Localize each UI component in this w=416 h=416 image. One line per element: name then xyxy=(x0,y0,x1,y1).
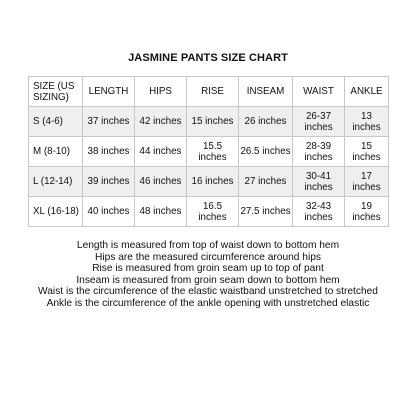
note-hips: Hips are the measured circumference around hips xyxy=(95,251,321,263)
column-header-size: SIZE (US SIZING) xyxy=(29,77,83,107)
column-header-rise: RISE xyxy=(187,77,239,107)
table-header-row xyxy=(29,77,389,107)
note-length: Length is measured from top of waist down to bottom hem xyxy=(76,240,340,251)
table-row xyxy=(29,137,389,167)
table-cell: 13 inches xyxy=(345,107,389,137)
size-chart-table xyxy=(28,76,389,227)
note-waist: Waist is the circumference of the elastic waistband unstretched to stretched xyxy=(38,286,378,298)
table-cell: 32-43 inches xyxy=(293,197,345,227)
column-header-inseam: INSEAM xyxy=(239,77,293,107)
table-cell: 37 inches xyxy=(83,107,135,137)
table-cell: XL (16-18) xyxy=(29,197,83,227)
table-cell: 39 inches xyxy=(83,167,135,197)
table-row xyxy=(29,107,389,137)
table-cell: 46 inches xyxy=(135,167,187,197)
note-rise: Rise is measured from groin seam up to top of pant xyxy=(92,263,324,275)
table-cell: 48 inches xyxy=(135,197,187,227)
note-inseam: Inseam is measured from groin seam down to bottom hem xyxy=(76,274,340,286)
column-header-waist: WAIST xyxy=(293,77,345,107)
table-cell: 26 inches xyxy=(239,107,293,137)
column-header-length: LENGTH xyxy=(83,77,135,107)
table-cell: S (4-6) xyxy=(29,107,83,137)
note-ankle: Ankle is the circumference of the ankle opening with unstretched elastic xyxy=(46,297,370,309)
table-row xyxy=(29,197,389,227)
table-cell: 17 inches xyxy=(345,167,389,197)
table-cell: 15 inches xyxy=(187,107,239,137)
table-cell: M (8-10) xyxy=(29,137,83,167)
column-header-hips: HIPS xyxy=(135,77,187,107)
table-cell: 26-37 inches xyxy=(293,107,345,137)
table-cell: 30-41 inches xyxy=(293,167,345,197)
table-cell: 15.5 inches xyxy=(187,137,239,167)
page-title: JASMINE PANTS SIZE CHART xyxy=(128,52,288,64)
column-header-ankle: ANKLE xyxy=(345,77,389,107)
table-cell: 27 inches xyxy=(239,167,293,197)
table-row xyxy=(29,167,389,197)
table-cell: 16 inches xyxy=(187,167,239,197)
table-cell: 42 inches xyxy=(135,107,187,137)
table-cell: 28-39 inches xyxy=(293,137,345,167)
table-cell: 44 inches xyxy=(135,137,187,167)
table-cell: 16.5 inches xyxy=(187,197,239,227)
table-cell: 15 inches xyxy=(345,137,389,167)
measurement-notes xyxy=(0,240,416,310)
table-cell: L (12-14) xyxy=(29,167,83,197)
table-cell: 19 inches xyxy=(345,197,389,227)
table-cell: 38 inches xyxy=(83,137,135,167)
table-cell: 27.5 inches xyxy=(239,197,293,227)
table-cell: 26.5 inches xyxy=(239,137,293,167)
table-cell: 40 inches xyxy=(83,197,135,227)
